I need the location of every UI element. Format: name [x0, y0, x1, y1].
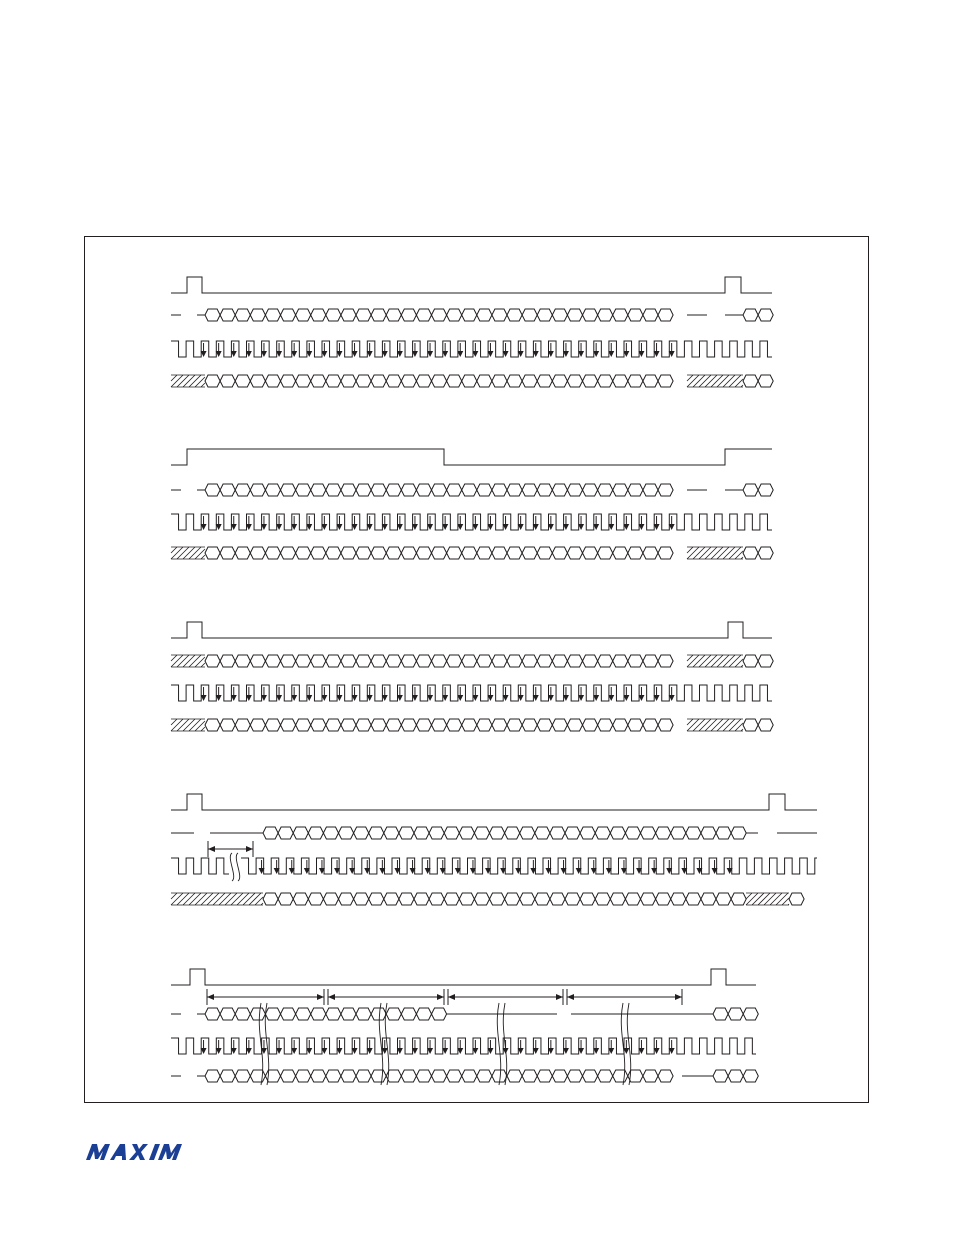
panel2-clock: [171, 514, 772, 530]
panel3-hatch-out-end: [687, 719, 743, 731]
panel5-segment-arrow-1-head-right: [317, 994, 324, 1000]
panel4-clock-break: [236, 853, 239, 881]
panel5-segment-arrow-3: [448, 989, 563, 1005]
panel3-output-cells: [205, 719, 673, 731]
panel3-hatch-end: [687, 655, 743, 667]
panel1-hatch-end: [687, 375, 743, 387]
timing-diagram-frame: [84, 236, 869, 1103]
panel5-segment-arrow-2: [328, 989, 444, 1005]
panel1-data-next: [743, 309, 773, 321]
panel5-segment-arrow-1: [207, 989, 324, 1005]
panel4-clock-break: [230, 853, 233, 881]
panel5-segment-arrow-4: [567, 989, 682, 1005]
panel5-clock: [171, 1038, 756, 1054]
panel5-output-next: [713, 1070, 758, 1082]
panel3-data-next: [743, 655, 773, 667]
panel1-clock: [171, 341, 772, 357]
panel4-data-cells: [263, 827, 746, 839]
panel5-segment-arrow-3-head-left: [448, 994, 455, 1000]
panel1-frame-signal: [171, 277, 772, 293]
panel1-output-cells: [205, 375, 673, 387]
panel1-data-cells: [205, 309, 673, 321]
panel4-frame-signal: [171, 794, 817, 810]
panel2-output-next: [743, 547, 773, 559]
panel5-segment-arrow-4-head-left: [567, 994, 574, 1000]
panel5-segment-arrow-3-head-right: [556, 994, 563, 1000]
panel5-segment-arrow-4-head-right: [675, 994, 682, 1000]
panel2-frame-signal: [171, 449, 772, 465]
panel3-frame-signal: [171, 622, 772, 638]
panel3-clock: [171, 685, 772, 701]
panel5-segment-arrow-2-head-right: [437, 994, 444, 1000]
panel4-hatch-end: [746, 893, 789, 905]
timing-diagram: [85, 237, 870, 1104]
panel2-hatch-end: [687, 547, 743, 559]
panel3-output-next: [743, 719, 773, 731]
panel2-hatch-start: [171, 547, 205, 559]
panel1-output-next: [743, 375, 773, 387]
panel5-segment-arrow-1-head-left: [207, 994, 214, 1000]
panel4-hatch-start: [171, 893, 263, 905]
panel5-data-cells: [205, 1008, 447, 1020]
maxim-logo: [86, 1143, 196, 1161]
panel4-delay-arrow-head-left: [208, 846, 215, 852]
panel4-output-cells: [263, 893, 746, 905]
panel3-hatch-start: [171, 655, 205, 667]
panel5-frame-signal: [171, 969, 756, 985]
panel4-output-next: [789, 893, 804, 905]
panel2-output-cells: [205, 547, 673, 559]
panel3-data-cells: [205, 655, 673, 667]
panel5-break-3: [497, 1003, 500, 1085]
panel2-data-next: [743, 484, 773, 496]
panel4-clock-start: [171, 858, 229, 874]
panel5-output-cells: [205, 1070, 673, 1082]
panel5-data-next: [713, 1008, 758, 1020]
panel5-break-1: [259, 1003, 262, 1085]
panel1-hatch-start: [171, 375, 205, 387]
panel3-hatch-out-start: [171, 719, 205, 731]
panel2-data-cells: [205, 484, 673, 496]
panel5-segment-arrow-2-head-left: [328, 994, 335, 1000]
panel4-delay-arrow-head-right: [246, 846, 253, 852]
